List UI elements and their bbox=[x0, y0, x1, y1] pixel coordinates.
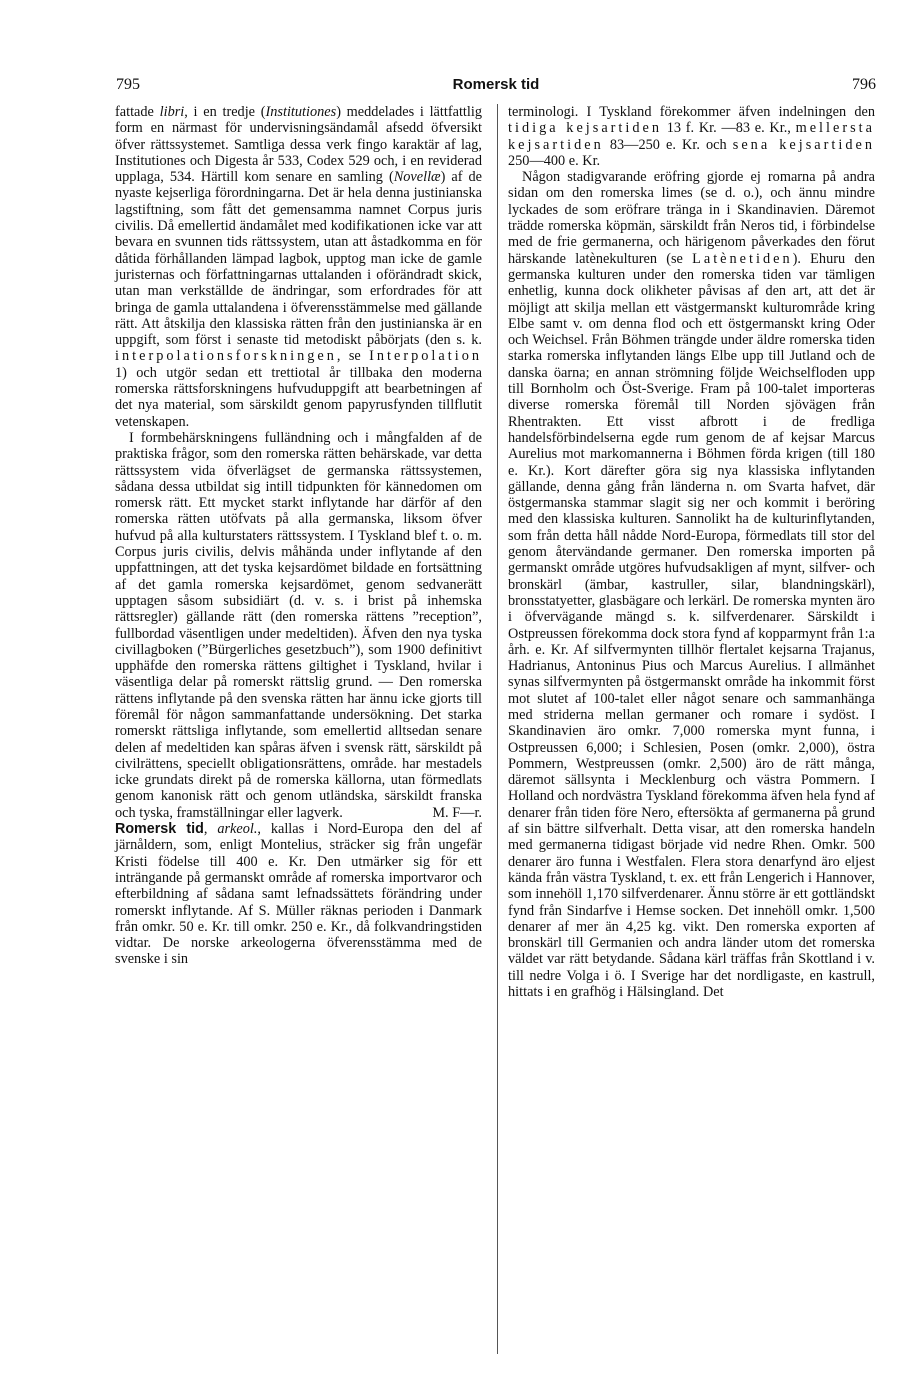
page-number-right: 796 bbox=[852, 76, 876, 93]
paragraph-justinian-codification: fattade libri, i en tredje (Institutiones) meddelades i lättfattlig form en närmast för undervisningsändamål afsedd öfversikt öfver rättssystemet. Samtliga dessa verk fingo karaktär af lag, Institutiones och Digesta år 533, Codex 529 och, i en reviderad upplaga, 534. Härtill kom senare en samling (Novellæ) af de nyaste kejserliga förordningarna. Det är hela denna justinianska lagstiftning, som fått det gemensamma namnet Corpus juris civilis. Då emellertid ändamålet med kodifikationen icke var att bevara en svunnen tids rättssystem, utan att åstadkomma en för dåtida förhållanden lämpad lagbok, upptog man icke de gamle juristernas och författningarnas uttalanden i oförändradt skick, utan man verkställde de ändringar, som erfordrades för att bringa de gamla uttalandena i öfverensstämmelse med gällande rätt. Att åtskilja den klassiska rätten från den justinianska är en uppgift, som först i senaste tid metodiskt påbörjats (den s. k. interpolationsforskningen, se Interpolation 1) och utgör sedan ett trettiotal år tillbaka den moderna romerska rättsforskningens hufvuduppgift att bearbetningen af det nya material, som särskildt genom papyrusfynden tillflutit vetenskapen. bbox=[115, 104, 482, 430]
running-title: Romersk tid bbox=[452, 76, 540, 93]
page-number-left: 795 bbox=[116, 76, 140, 93]
author-signature: M. F—r. bbox=[432, 804, 482, 821]
entry-romersk-tid: Romersk tid, arkeol., kallas i Nord-Europa den del af järnåldern, som, enligt Montelius, sträcker sig från ungefär Kristi födelse till 400 e. Kr. Den utmärker sig för ett inträngande på germanskt område af romerska importvaror och efterbildning af sådana samt lefnadssättets förändring under romerskt inflytande. Af S. Müller räknas perioden i Danmark från omkr. 50 e. Kr. till omkr. 250 e. Kr., då folkvandringstiden vidtar. De norske arkeologerna öfverensstämma med de svenske i sin bbox=[115, 821, 482, 968]
column-divider bbox=[497, 104, 498, 1354]
right-column bbox=[508, 104, 875, 1000]
left-column bbox=[115, 104, 482, 968]
paragraph-roman-law-influence: I formbehärskningens fulländning och i mångfalden af de praktiska frågor, som den romerska rätten behärskade, var detta rättssystem vida öfverlägset de germanska rättssystemen, sådana dessa utbildat sig intill tidpunkten för kännedomen om romersk rätt. Ett mycket starkt inflytande har därför af den romerska rätten utöfvats på alla germanska, liksom öfver hufvud på alla kulturstaters rättssystem. I Tyskland blef t. o. m. Corpus juris civilis, delvis måhända under inflytande af den uppfattningen, att det tyska kejsardömet bildade en fortsättning af det gamla romerska kejsardömet, genom sedvanerätt upptagen såsom subsidiärt (d. v. s. i brist på inhemska rättsregler) gällande rätt (den romerska rättens ”reception”, fullbordad väsentligen under medeltiden). Äfven den nya tyska civillagboken (”Bürgerliches gesetzbuch”), som 1900 definitivt upphäfde den romerska rättens giltighet i Tyskland, hvilar i väsentliga delar på romerskt rättslig grund. — Den romerska rättens inflytande på den svenska rätten har ännu icke gjorts till föremål för någon sammanfattande undersökning. Det starka romerskt rättsliga inflytande, som emellertid alltsedan senare delen af medeltiden kan spåras äfven i svensk rätt, särskildt på civilrättens, speciellt obligationsrättens, område. har mestadels icke grundats direkt på de romerska källorna, utan förmedlats genom kanonisk rätt och genom utländska, särskildt franska och tyska, framställningar eller lagverk. M. F—r. bbox=[115, 429, 482, 821]
paragraph-terminology: terminologi. I Tyskland förekommer äfven indelningen den tidiga kejsartiden 13 f. Kr. —83 e. Kr., mellersta kejsartiden 83—250 e. Kr. och sena kejsartiden 250—400 e. Kr. bbox=[508, 104, 876, 169]
entry-headword: Romersk tid bbox=[115, 821, 204, 838]
paragraph-roman-trade: Någon stadigvarande eröfring gjorde ej romarna på andra sidan om den romerska limes (se d. o.), och ännu mindre lyckades de som eröfrare tränga in i Skandinavien. Däremot trädde romerska köpmän, särskildt från Neros tid, i förbindelse med de frie germanerna, och härigenom påverkades den förut härskande latènekulturen (se Latènetiden). Ehuru den germanska kulturen under den romerska tiden var tämligen enhetlig, kunna dock olikheter påvisas af den art, att det är möjligt att skilja mellan ett västgermanskt kulturområde kring Elbe samt v. om denna flod och ett östgermanskt kring Oder och Weichsel. Från Böhmen trängde under äldre romerska tiden starka romerska inflytanden längs Elbe upp till Jutland och de danska öarna; en annan strömning följde Weichselfloden upp till Bornholm och Öst-Sverige. Fram på 100-talet importeras diverse romerska föremål till Norden sjövägen från Rhentrakten. Ett visst afbrott i de fredliga handelsförbindelserna egde rum genom de af kejsar Marcus Aurelius mot markomannerna i Böhmen förda krigen (till 180 e. Kr.). Kort därefter göra sig nya klassiska inflytanden gällande, denna gång från länderna n. om Svarta hafvet, där östgermanska stammar slagit sig ner och kommit i beröring med den klassiska kulturen. Sannolikt ha de kulturinflytanden, som från detta håll nådde Nord-Europa, förmedlats till stor del genom återvändande germaner. Den romerska importen på germanskt område utgöres hufvudsakligen af mynt, silfver- och bronskärl (ämbar, kastruller, silar, blandningskärl), bronsstatyetter, glasbägare och lerkärl. De romerska mynten äro i öfvervägande mängd s. k. silfverdenarer. Särskildt i Ostpreussen förekomma dock stora fynd af kopparmynt från 1:a årh. e. Kr. Af silfvermynten tillhör flertalet kejsarna Trajanus, Hadrianus, Antoninus Pius och Marcus Aurelius. I allmänhet synas silfvermynten på östgermanskt område ha inkommit först mot slutet af 100-talet eller något senare och sammanhänga med striderna mellan germaner och romare i sydöst. I Skandinavien äro omkr. 7,000 romerska mynt funna, i Ostpreussen 6,000; i Schlesien, Posen (omkr. 2,000), östra Pommern, Westpreussen (omkr. 2,500) äro de rätt många, däremot sällsynta i Mecklenburg och västra Pommern. I Holland och nordvästra Tyskland förekomma äfven hela fynd af denarer från tiden före Nero, eftersökta af germanerna på grund af sin bättre silfverhalt. Detta visar, att den romerska handeln med germanerna tidigast började vid nedre Rhen. Omkr. 500 denarer äro funna i Westfalen. Flera stora denarfynd äro eljest kända från västra Tyskland, t. ex. ett från Lengerich i Hannover, som innehöll 1,170 silfverdenarer. Ännu större är ett gottländskt fynd från Sindarfve i Hemse socken. Det innehöll omkr. 1,500 denarer af mer än 4,25 kg. vikt. Den romerska exporten af bronskärl till Germanien och andra länder utom det romerska väldet var rätt betydande. Sådana kärl träffas från Skottland i v. till nedre Volga i ö. I Sverige har det nordligaste, en kastrull, hittats i en grafhög i Hälsingland. Det bbox=[508, 169, 875, 1001]
page-header bbox=[116, 76, 876, 98]
